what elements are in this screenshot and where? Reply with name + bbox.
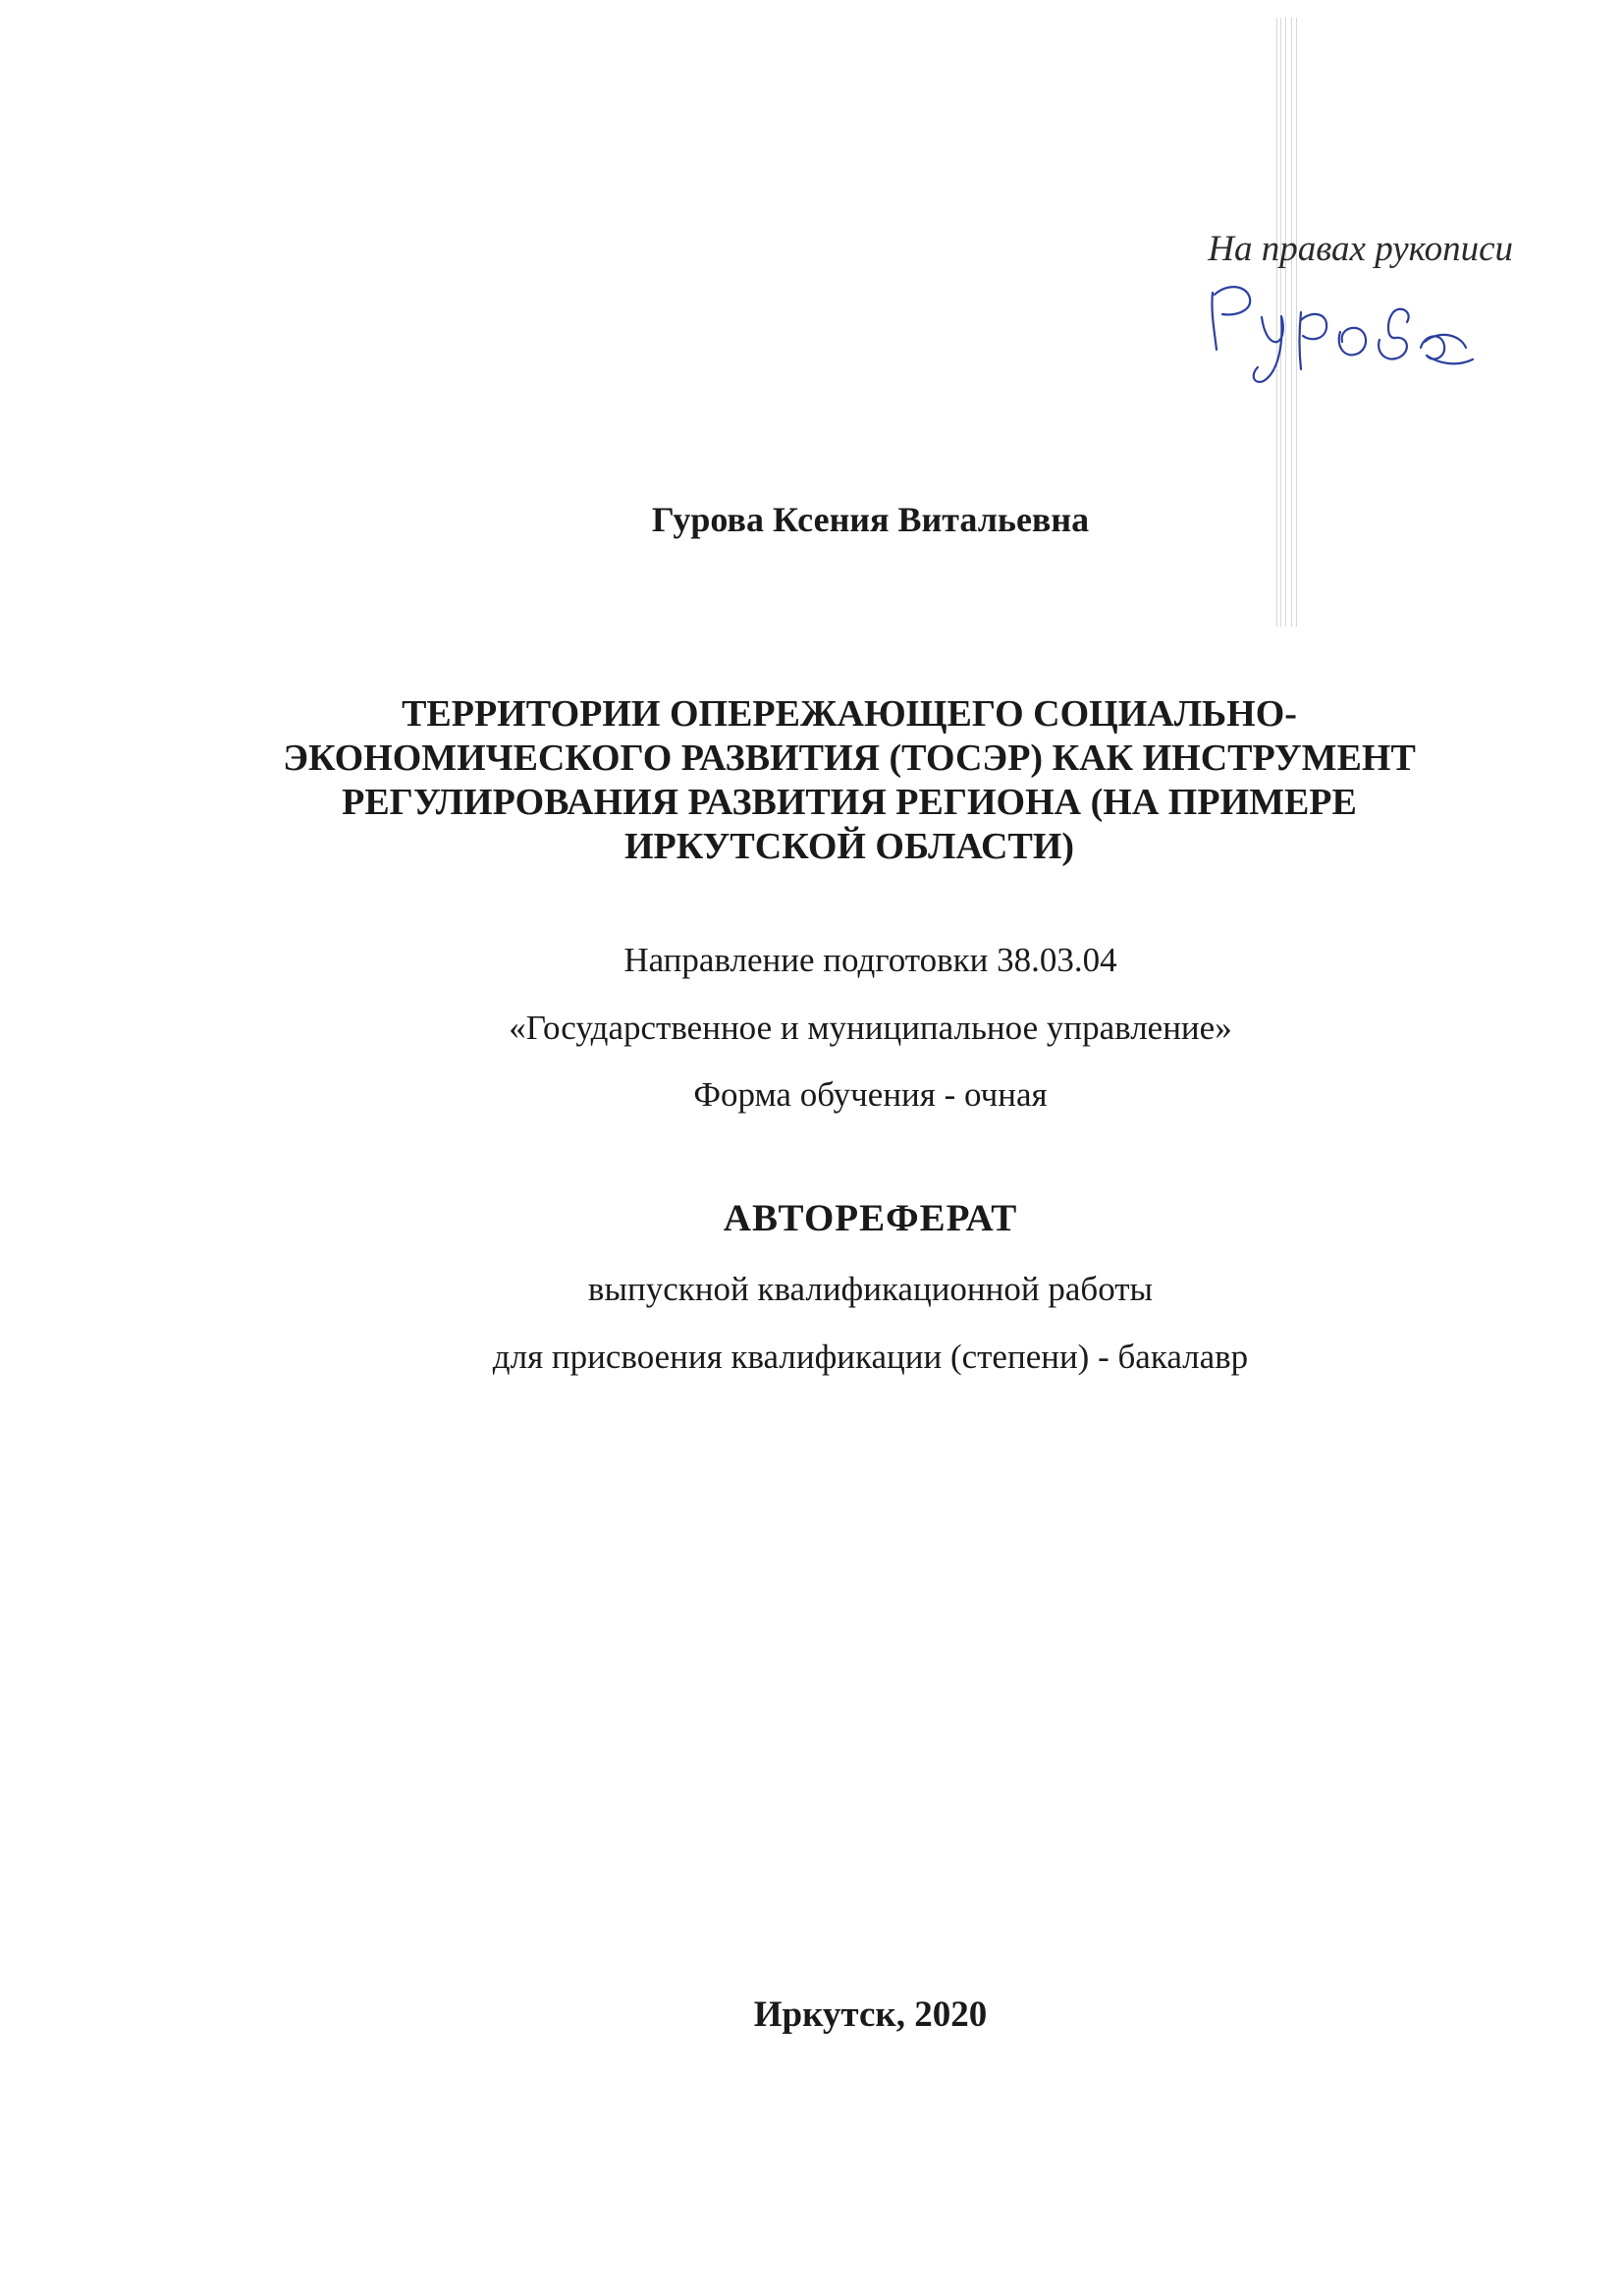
study-direction: Направление подготовки 38.03.04 — [623, 941, 1117, 979]
thesis-title-line: ИРКУТСКОЙ ОБЛАСТИ) — [623, 826, 1075, 867]
thesis-title-line: РЕГУЛИРОВАНИЯ РАЗВИТИЯ РЕГИОНА (НА ПРИМЕРЕ — [342, 782, 1357, 823]
study-specialty: «Государственное и муниципальное управление» — [509, 1009, 1232, 1047]
thesis-title — [236, 692, 1463, 869]
author-name: Гурова Ксения Витальевна — [651, 500, 1090, 539]
manuscript-rights-note: На правах рукописи — [1208, 229, 1513, 269]
abstract-subtitle-line: для присвоения квалификации (степени) - бакалавр — [492, 1338, 1249, 1376]
city-year: Иркутск, 2020 — [753, 1995, 988, 2035]
thesis-title-line: ТЕРРИТОРИИ ОПЕРЕЖАЮЩЕГО СОЦИАЛЬНО- — [402, 693, 1297, 735]
handwritten-signature — [1193, 273, 1488, 401]
abstract-heading: АВТОРЕФЕРАТ — [723, 1197, 1018, 1239]
abstract-subtitle-line: выпускной квалификационной работы — [587, 1270, 1154, 1308]
thesis-title-line: ЭКОНОМИЧЕСКОГО РАЗВИТИЯ (ТОСЭР) КАК ИНСТРУМЕНТ — [283, 738, 1416, 779]
study-form: Форма обучения - очная — [693, 1075, 1048, 1114]
